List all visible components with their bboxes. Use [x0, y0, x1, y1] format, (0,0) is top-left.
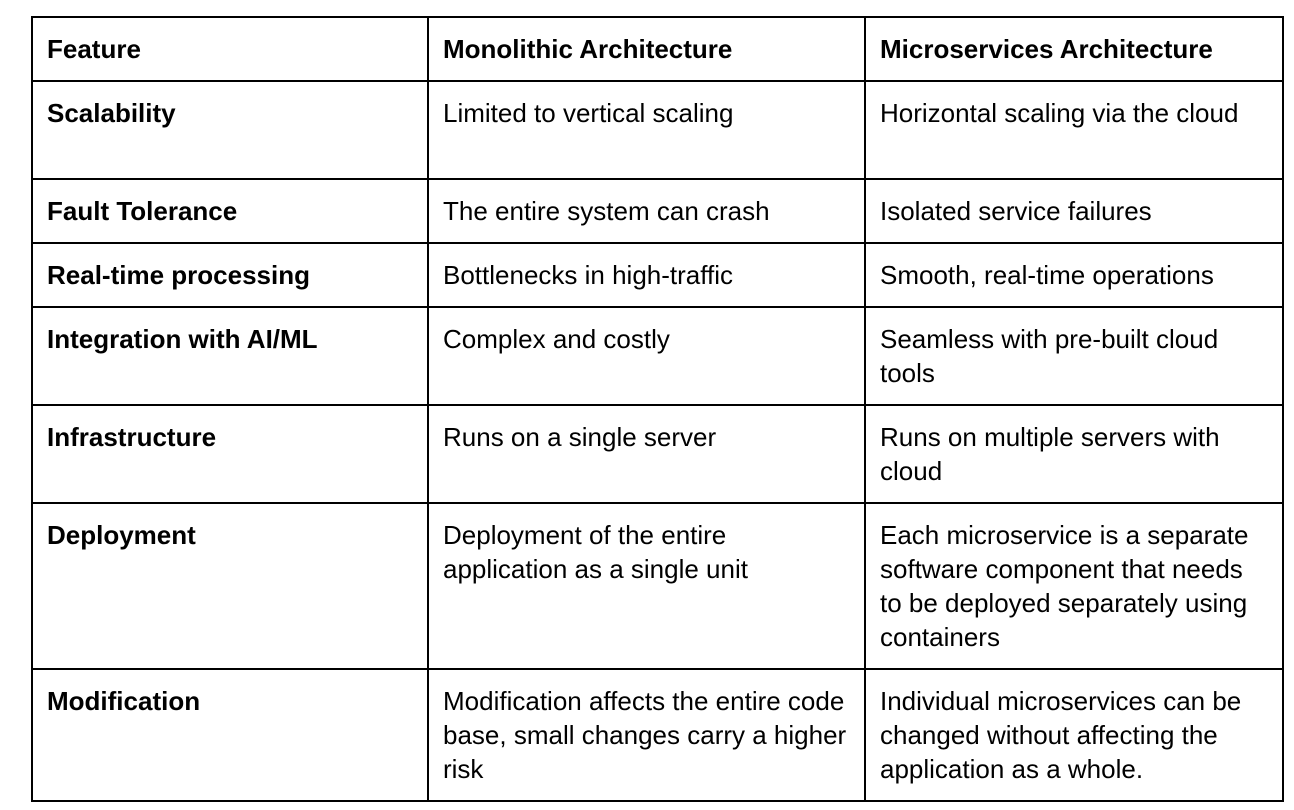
- header-monolithic: Monolithic Architecture: [428, 17, 865, 81]
- feature-cell: Infrastructure: [32, 405, 428, 503]
- table-row: [32, 179, 1283, 243]
- feature-cell: Modification: [32, 669, 428, 801]
- table-row: [32, 503, 1283, 669]
- monolithic-cell: Bottlenecks in high-traffic: [428, 243, 865, 307]
- table-row: [32, 405, 1283, 503]
- feature-cell: Scalability: [32, 81, 428, 179]
- microservices-cell: Seamless with pre-built cloud tools: [865, 307, 1283, 405]
- comparison-table: [31, 16, 1284, 802]
- microservices-cell: Horizontal scaling via the cloud: [865, 81, 1283, 179]
- table-row: [32, 81, 1283, 179]
- feature-cell: Fault Tolerance: [32, 179, 428, 243]
- table-row: [32, 669, 1283, 801]
- monolithic-cell: Deployment of the entire application as a single unit: [428, 503, 865, 669]
- microservices-cell: Isolated service failures: [865, 179, 1283, 243]
- monolithic-cell: Limited to vertical scaling: [428, 81, 865, 179]
- monolithic-cell: Runs on a single server: [428, 405, 865, 503]
- header-microservices: Microservices Architecture: [865, 17, 1283, 81]
- monolithic-cell: Modification affects the entire code base, small changes carry a higher risk: [428, 669, 865, 801]
- microservices-cell: Individual microservices can be changed without affecting the application as a whole.: [865, 669, 1283, 801]
- monolithic-cell: Complex and costly: [428, 307, 865, 405]
- microservices-cell: Smooth, real-time operations: [865, 243, 1283, 307]
- table-header-row: [32, 17, 1283, 81]
- microservices-cell: Each microservice is a separate software component that needs to be deployed separately using containers: [865, 503, 1283, 669]
- monolithic-cell: The entire system can crash: [428, 179, 865, 243]
- feature-cell: Deployment: [32, 503, 428, 669]
- microservices-cell: Runs on multiple servers with cloud: [865, 405, 1283, 503]
- feature-cell: Real-time processing: [32, 243, 428, 307]
- table-row: [32, 243, 1283, 307]
- table-row: [32, 307, 1283, 405]
- header-feature: Feature: [32, 17, 428, 81]
- feature-cell: Integration with AI/ML: [32, 307, 428, 405]
